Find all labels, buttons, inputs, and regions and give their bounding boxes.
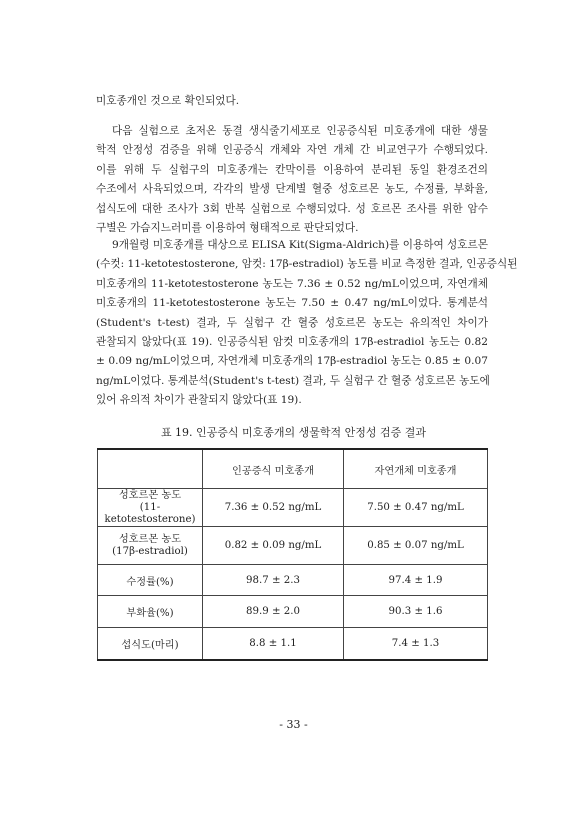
paragraph-line: 이를 위해 두 실험구의 미호종개는 칸막이를 이용하여 분리된 동일 환경조건의	[96, 163, 488, 176]
table-row	[98, 527, 488, 565]
paragraph-line: 미호종개의 11-ketotestosterone 농도는 7.36 ± 0.52 ng/mL이었으며, 자연개체	[96, 277, 488, 290]
row-label: 수정률(%)	[98, 565, 203, 596]
row-label-sub: (17β-estradiol)	[112, 545, 188, 557]
table-header-row	[98, 449, 488, 489]
cell-artificial: 7.36 ± 0.52 ng/mL	[203, 489, 344, 527]
paragraph-experiment-design	[96, 122, 488, 238]
paragraph-line: 9개월령 미호종개를 대상으로 ELISA Kit(Sigma-Aldrich)를 이용하여 성호르몬	[112, 239, 488, 251]
cell-artificial: 89.9 ± 2.0	[203, 596, 344, 628]
row-label-main: 성호르몬 농도	[118, 533, 182, 545]
cell-natural: 90.3 ± 1.6	[344, 596, 488, 628]
paragraph-line: (Student's t-test) 결과, 두 실험구 간 혈중 성호르몬 농도는 유의적인 차이가	[96, 316, 488, 329]
paragraph-line: 섭식도에 대한 조사가 3회 반복 실험으로 수행되었다. 성 호르몬 조사를 위한 암수	[96, 202, 488, 215]
paragraph-line: 관찰되지 않았다(표 19). 인공증식된 암컷 미호종개의 17β-estradiol 농도는 0.82	[96, 336, 488, 349]
paragraph-line: 구별은 가슴지느러미를 이용하여 형태적으로 판단되었다.	[96, 222, 359, 235]
paragraph-line: (수컷: 11-ketotestosterone, 암컷: 17β-estradiol) 농도를 비교 측정한 결과, 인공증식된	[96, 258, 518, 271]
row-label-sub: (11-ketotestosterone)	[104, 501, 196, 525]
cell-artificial: 98.7 ± 2.3	[203, 565, 344, 596]
results-table	[97, 448, 488, 661]
cell-artificial: 0.82 ± 0.09 ng/mL	[203, 527, 344, 565]
row-label	[98, 489, 203, 527]
table-header-artificial: 인공증식 미호종개	[203, 449, 344, 489]
paragraph-line: 미호종개의 11-ketotestosterone 농도는 7.50 ± 0.47 ng/mL이었다. 통계분석	[96, 297, 488, 310]
cell-natural: 97.4 ± 1.9	[344, 565, 488, 596]
cell-artificial: 8.8 ± 1.1	[203, 628, 344, 660]
cell-natural: 7.4 ± 1.3	[344, 628, 488, 660]
table-row	[98, 489, 488, 527]
row-label	[98, 527, 203, 565]
table-row	[98, 628, 488, 660]
table-header-natural: 자연개체 미호종개	[344, 449, 488, 489]
table-header-empty	[98, 449, 203, 489]
paragraph-results	[96, 236, 518, 411]
table-caption: 표 19. 인공증식 미호종개의 생물학적 안정성 검증 결과	[160, 426, 427, 439]
row-label: 섭식도(마리)	[98, 628, 203, 660]
paragraph-line: 미호종개인 것으로 확인되었다.	[96, 95, 240, 107]
paragraph-intro	[96, 92, 488, 111]
row-label-main: 성호르몬 농도	[118, 489, 182, 501]
paragraph-line: 학적 안정성 검증을 위해 인공증식 개체와 자연 개체 간 비교연구가 수행되었다.	[96, 144, 488, 157]
page-number: - 33 -	[279, 718, 308, 731]
cell-natural: 0.85 ± 0.07 ng/mL	[344, 527, 488, 565]
paragraph-line: 다음 실험으로 초저온 동결 생식줄기세포로 인공증식된 미호종개에 대한 생물	[112, 125, 488, 137]
paragraph-line: 수조에서 사육되었으며, 각각의 발생 단계별 혈중 성호르몬 농도, 수정률, 부화율,	[96, 183, 488, 196]
paragraph-line: ng/mL이었다. 통계분석(Student's t-test) 결과, 두 실험구 간 혈중 성호르몬 농도에	[96, 374, 490, 387]
cell-natural: 7.50 ± 0.47 ng/mL	[344, 489, 488, 527]
row-label: 부화율(%)	[98, 596, 203, 628]
table-row	[98, 565, 488, 596]
paragraph-line: ± 0.09 ng/mL이었으며, 자연개체 미호종개의 17β-estradiol 농도는 0.85 ± 0.07	[96, 355, 488, 368]
paragraph-line: 있어 유의적 차이가 관찰되지 않았다(표 19).	[96, 394, 302, 407]
table-row	[98, 596, 488, 628]
